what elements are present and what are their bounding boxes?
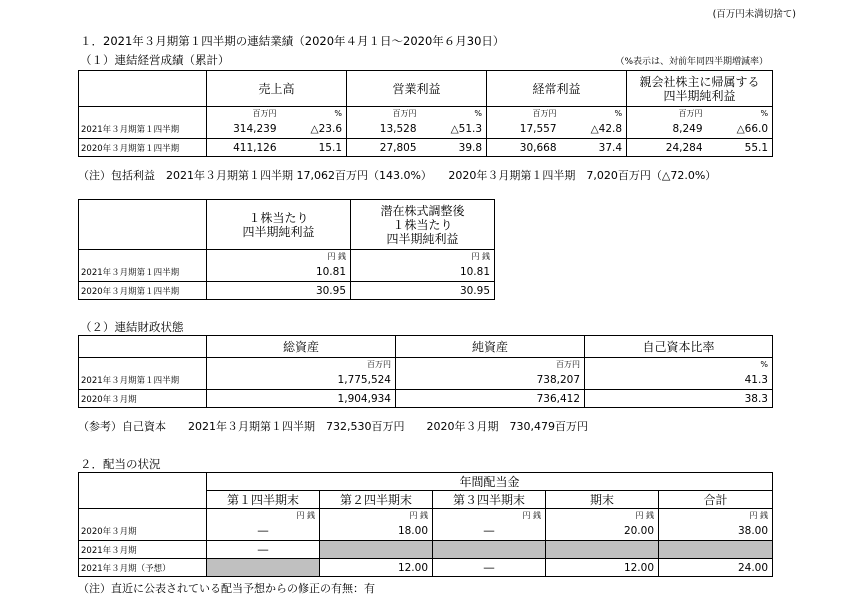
unit-note: (百万円未満切捨て) xyxy=(712,9,796,20)
eps-table xyxy=(78,199,495,300)
unit-cell: 百万円 xyxy=(627,107,707,121)
header-total-assets: 総資産 xyxy=(207,336,396,358)
header-diluted-eps: 潜在株式調整後 １株当たり 四半期純利益 xyxy=(351,200,495,250)
header-operating-income: 営業利益 xyxy=(347,71,487,107)
header-total: 合計 xyxy=(659,491,773,509)
header-blank xyxy=(79,200,207,250)
section-title-results: １．2021年３月期第１四半期の連結業績（2020年４月１日～2020年６月30日） xyxy=(80,34,505,48)
section-title-dividends: ２．配当の状況 xyxy=(80,457,161,471)
value-cell: 30.95 xyxy=(207,282,351,300)
value-cell: 411,126 xyxy=(207,139,281,157)
unit-cell: % xyxy=(281,107,347,121)
unit-cell: 百万円 xyxy=(396,358,585,372)
value-cell: △23.6 xyxy=(281,121,347,139)
header-annual-dividend: 年間配当金 xyxy=(207,473,773,491)
unit-cell: 円 銭 xyxy=(207,509,320,523)
value-cell: 20.00 xyxy=(546,523,659,541)
unit-cell: 円 銭 xyxy=(207,250,351,264)
value-cell: ― xyxy=(433,523,546,541)
table-row xyxy=(79,139,773,157)
value-cell: 27,805 xyxy=(347,139,421,157)
value-cell: ― xyxy=(207,523,320,541)
row-label: 2020年３月期第１四半期 xyxy=(79,139,207,157)
comprehensive-income-note: （注）包括利益 2021年３月期第１四半期 17,062百万円（143.0%） 2020年３月期第１四半期 7,020百万円（△72.0%） xyxy=(78,169,717,182)
header-ordinary-income: 経常利益 xyxy=(487,71,627,107)
value-cell: 736,412 xyxy=(396,390,585,408)
header-equity-ratio: 自己資本比率 xyxy=(585,336,773,358)
header-blank xyxy=(79,71,207,107)
unit-cell: 百万円 xyxy=(207,358,396,372)
unit-blank xyxy=(79,250,207,264)
unit-cell: 円 銭 xyxy=(659,509,773,523)
unit-cell: % xyxy=(421,107,487,121)
table-row xyxy=(79,282,495,300)
value-cell: 10.81 xyxy=(207,264,351,282)
value-cell: 314,239 xyxy=(207,121,281,139)
unit-cell: % xyxy=(707,107,773,121)
header-blank xyxy=(79,473,207,509)
value-cell: 38.3 xyxy=(585,390,773,408)
dividend-revision-note: （注）直近に公表されている配当予想からの修正の有無：有 xyxy=(78,582,375,595)
unit-cell: % xyxy=(561,107,627,121)
table-row xyxy=(79,121,773,139)
header-q3-end: 第３四半期末 xyxy=(433,491,546,509)
value-cell: 12.00 xyxy=(320,559,433,577)
header-net-income: 親会社株主に帰属する 四半期純利益 xyxy=(627,71,773,107)
unit-cell: 円 銭 xyxy=(320,509,433,523)
shaded-cell xyxy=(320,541,433,559)
header-blank xyxy=(79,336,207,358)
value-cell: △66.0 xyxy=(707,121,773,139)
row-label: 2021年３月期第１四半期 xyxy=(79,121,207,139)
table-row xyxy=(79,372,773,390)
value-cell: 13,528 xyxy=(347,121,421,139)
unit-cell: 百万円 xyxy=(347,107,421,121)
table-row xyxy=(79,390,773,408)
value-cell: 1,904,934 xyxy=(207,390,396,408)
row-label: 2021年３月期 xyxy=(79,541,207,559)
header-q1-end: 第１四半期末 xyxy=(207,491,320,509)
financial-position-table xyxy=(78,335,773,408)
row-label: 2020年３月期 xyxy=(79,523,207,541)
row-label: 2020年３月期 xyxy=(79,390,207,408)
value-cell: 8,249 xyxy=(627,121,707,139)
table-row xyxy=(79,523,773,541)
value-cell: 38.00 xyxy=(659,523,773,541)
value-cell: 39.8 xyxy=(421,139,487,157)
value-cell: ― xyxy=(207,541,320,559)
value-cell: 30.95 xyxy=(351,282,495,300)
row-label: 2021年３月期（予想） xyxy=(79,559,207,577)
operating-results-table xyxy=(78,70,773,157)
value-cell: ― xyxy=(433,559,546,577)
header-q2-end: 第２四半期末 xyxy=(320,491,433,509)
unit-cell: 円 銭 xyxy=(433,509,546,523)
value-cell: 41.3 xyxy=(585,372,773,390)
value-cell: 24.00 xyxy=(659,559,773,577)
shaded-cell xyxy=(659,541,773,559)
table-row xyxy=(79,559,773,577)
value-cell: △51.3 xyxy=(421,121,487,139)
row-label: 2021年３月期第１四半期 xyxy=(79,372,207,390)
unit-cell: 百万円 xyxy=(487,107,561,121)
row-label: 2020年３月期第１四半期 xyxy=(79,282,207,300)
value-cell: 738,207 xyxy=(396,372,585,390)
value-cell: 17,557 xyxy=(487,121,561,139)
row-label: 2021年３月期第１四半期 xyxy=(79,264,207,282)
subsection-title-operating-results: （１）連結経営成績（累計） xyxy=(80,53,230,67)
value-cell: △42.8 xyxy=(561,121,627,139)
header-net-assets: 純資産 xyxy=(396,336,585,358)
subsection-title-financial-position: （２）連結財政状態 xyxy=(80,320,184,334)
unit-cell: 円 銭 xyxy=(546,509,659,523)
unit-blank xyxy=(79,358,207,372)
header-eps: １株当たり 四半期純利益 xyxy=(207,200,351,250)
table-row xyxy=(79,541,773,559)
unit-blank xyxy=(79,509,207,523)
table-row xyxy=(79,264,495,282)
dividends-table xyxy=(78,472,773,577)
unit-blank xyxy=(79,107,207,121)
header-sales: 売上高 xyxy=(207,71,347,107)
percent-note: （%表示は、対前年同四半期増減率） xyxy=(615,57,768,67)
value-cell: 18.00 xyxy=(320,523,433,541)
value-cell: 10.81 xyxy=(351,264,495,282)
value-cell: 55.1 xyxy=(707,139,773,157)
equity-reference-note: （参考）自己資本 2021年３月期第１四半期 732,530百万円 2020年３月期 730,479百万円 xyxy=(78,420,588,433)
value-cell: 1,775,524 xyxy=(207,372,396,390)
value-cell: 12.00 xyxy=(546,559,659,577)
shaded-cell xyxy=(546,541,659,559)
unit-cell: % xyxy=(585,358,773,372)
value-cell: 37.4 xyxy=(561,139,627,157)
unit-cell: 百万円 xyxy=(207,107,281,121)
shaded-cell xyxy=(207,559,320,577)
shaded-cell xyxy=(433,541,546,559)
value-cell: 24,284 xyxy=(627,139,707,157)
unit-cell: 円 銭 xyxy=(351,250,495,264)
value-cell: 15.1 xyxy=(281,139,347,157)
value-cell: 30,668 xyxy=(487,139,561,157)
header-year-end: 期末 xyxy=(546,491,659,509)
